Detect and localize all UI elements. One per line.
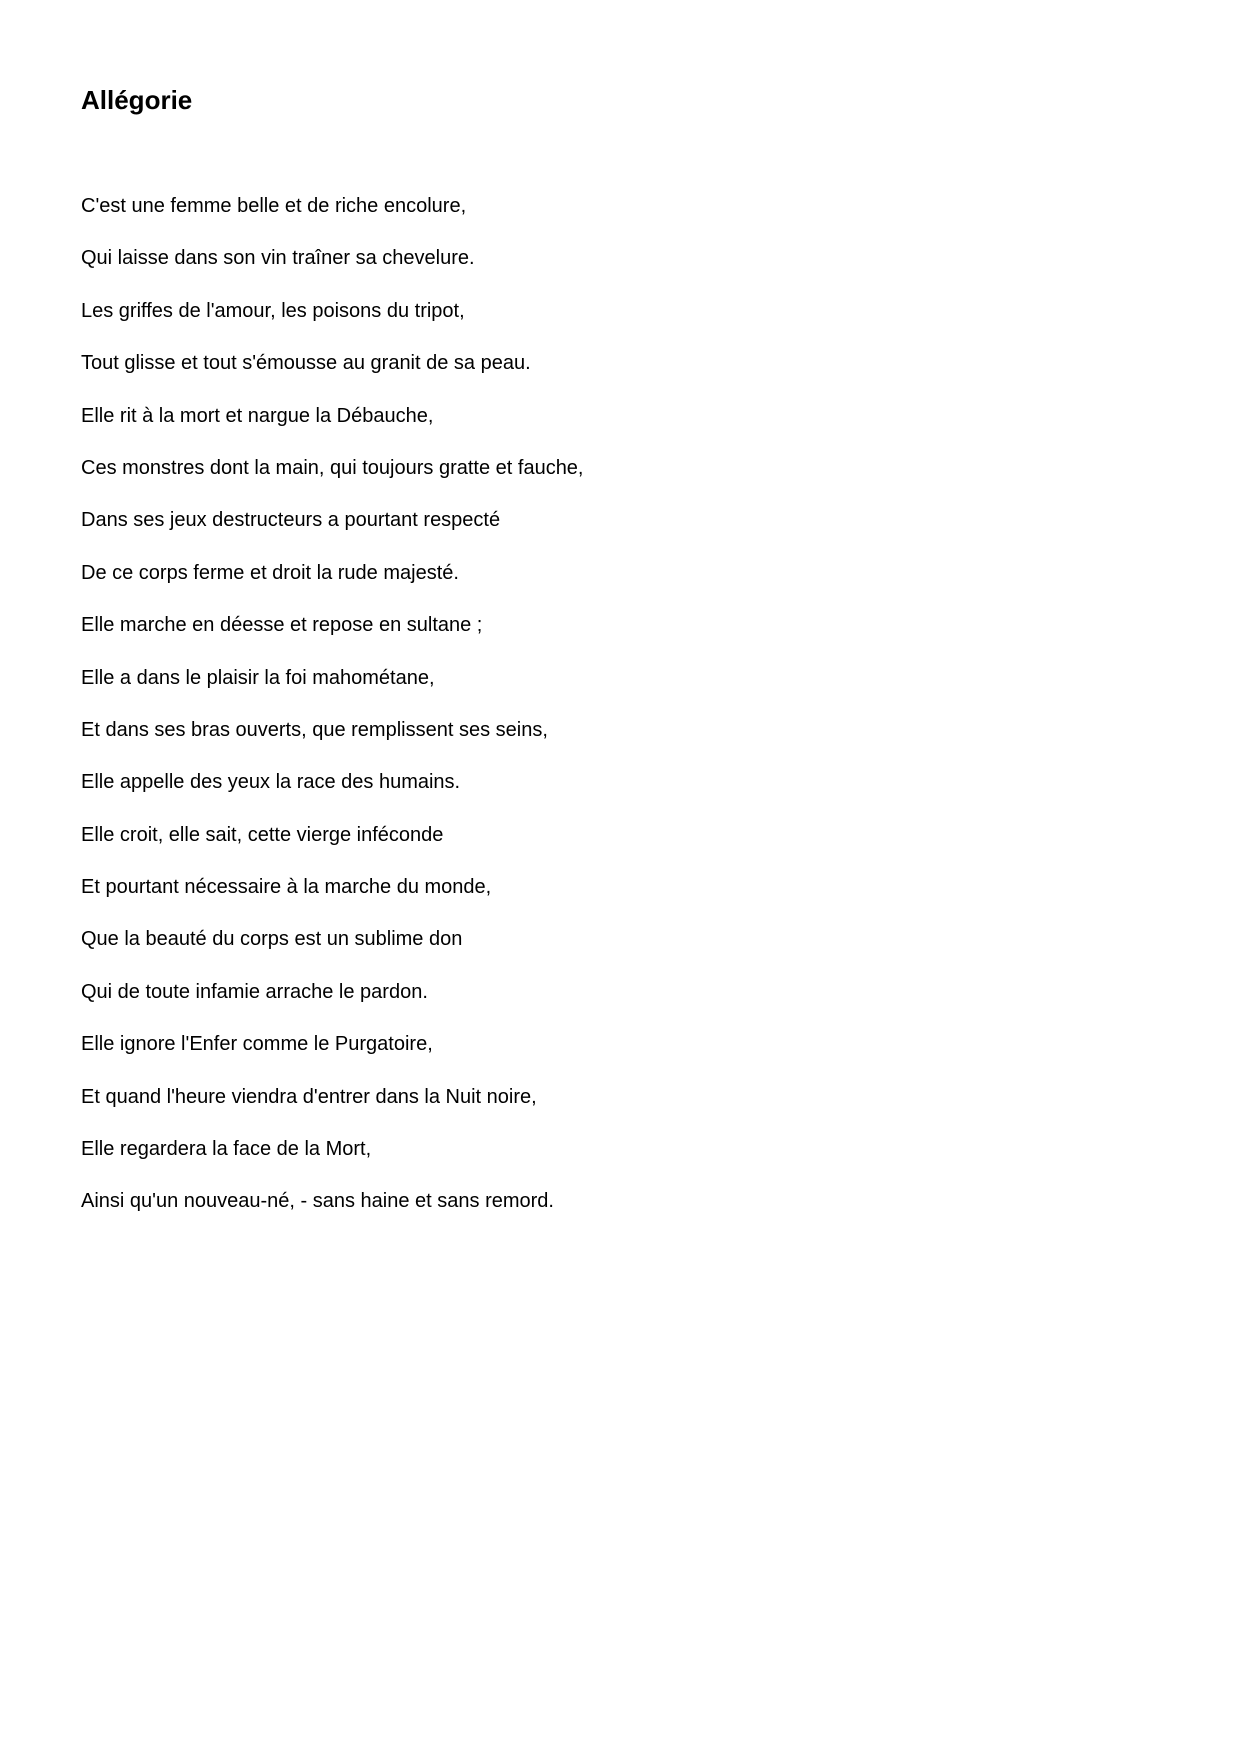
poem-title: Allégorie (81, 85, 193, 115)
poem-verse: Elle regardera la face de la Mort, (81, 1138, 372, 1161)
poem-verse: Les griffes de l'amour, les poisons du tripot, (81, 299, 465, 322)
poem-verse: Et quand l'heure viendra d'entrer dans la Nuit noire, (81, 1085, 537, 1108)
poem-verse: Qui laisse dans son vin traîner sa chevelure. (81, 247, 475, 270)
poem-verse: Elle rit à la mort et nargue la Débauche, (81, 404, 434, 427)
poem-verse: Tout glisse et tout s'émousse au granit de sa peau. (81, 352, 531, 375)
poem-verse: Et dans ses bras ouverts, que remplissent ses seins, (81, 718, 548, 741)
poem-verse: Dans ses jeux destructeurs a pourtant respecté (81, 509, 501, 532)
poem-verse: C'est une femme belle et de riche encolure, (81, 195, 467, 217)
poem-verse: Elle appelle des yeux la race des humains. (81, 771, 461, 794)
poem-verse: De ce corps ferme et droit la rude majesté. (81, 561, 459, 584)
poem-verse: Et pourtant nécessaire à la marche du monde, (81, 876, 492, 899)
poem-verse: Ainsi qu'un nouveau-né, - sans haine et sans remord. (81, 1190, 554, 1213)
poem-body (81, 190, 584, 1238)
poem-verse: Qui de toute infamie arrache le pardon. (81, 980, 428, 1003)
poem-verse: Ces monstres dont la main, qui toujours gratte et fauche, (81, 456, 584, 479)
poem-verse: Elle marche en déesse et repose en sultane ; (81, 614, 483, 637)
poem-verse: Elle ignore l'Enfer comme le Purgatoire, (81, 1033, 433, 1056)
poem-verse: Elle croit, elle sait, cette vierge inféconde (81, 823, 444, 846)
poem-verse: Elle a dans le plaisir la foi mahométane, (81, 666, 435, 689)
poem-verse: Que la beauté du corps est un sublime don (81, 928, 463, 951)
